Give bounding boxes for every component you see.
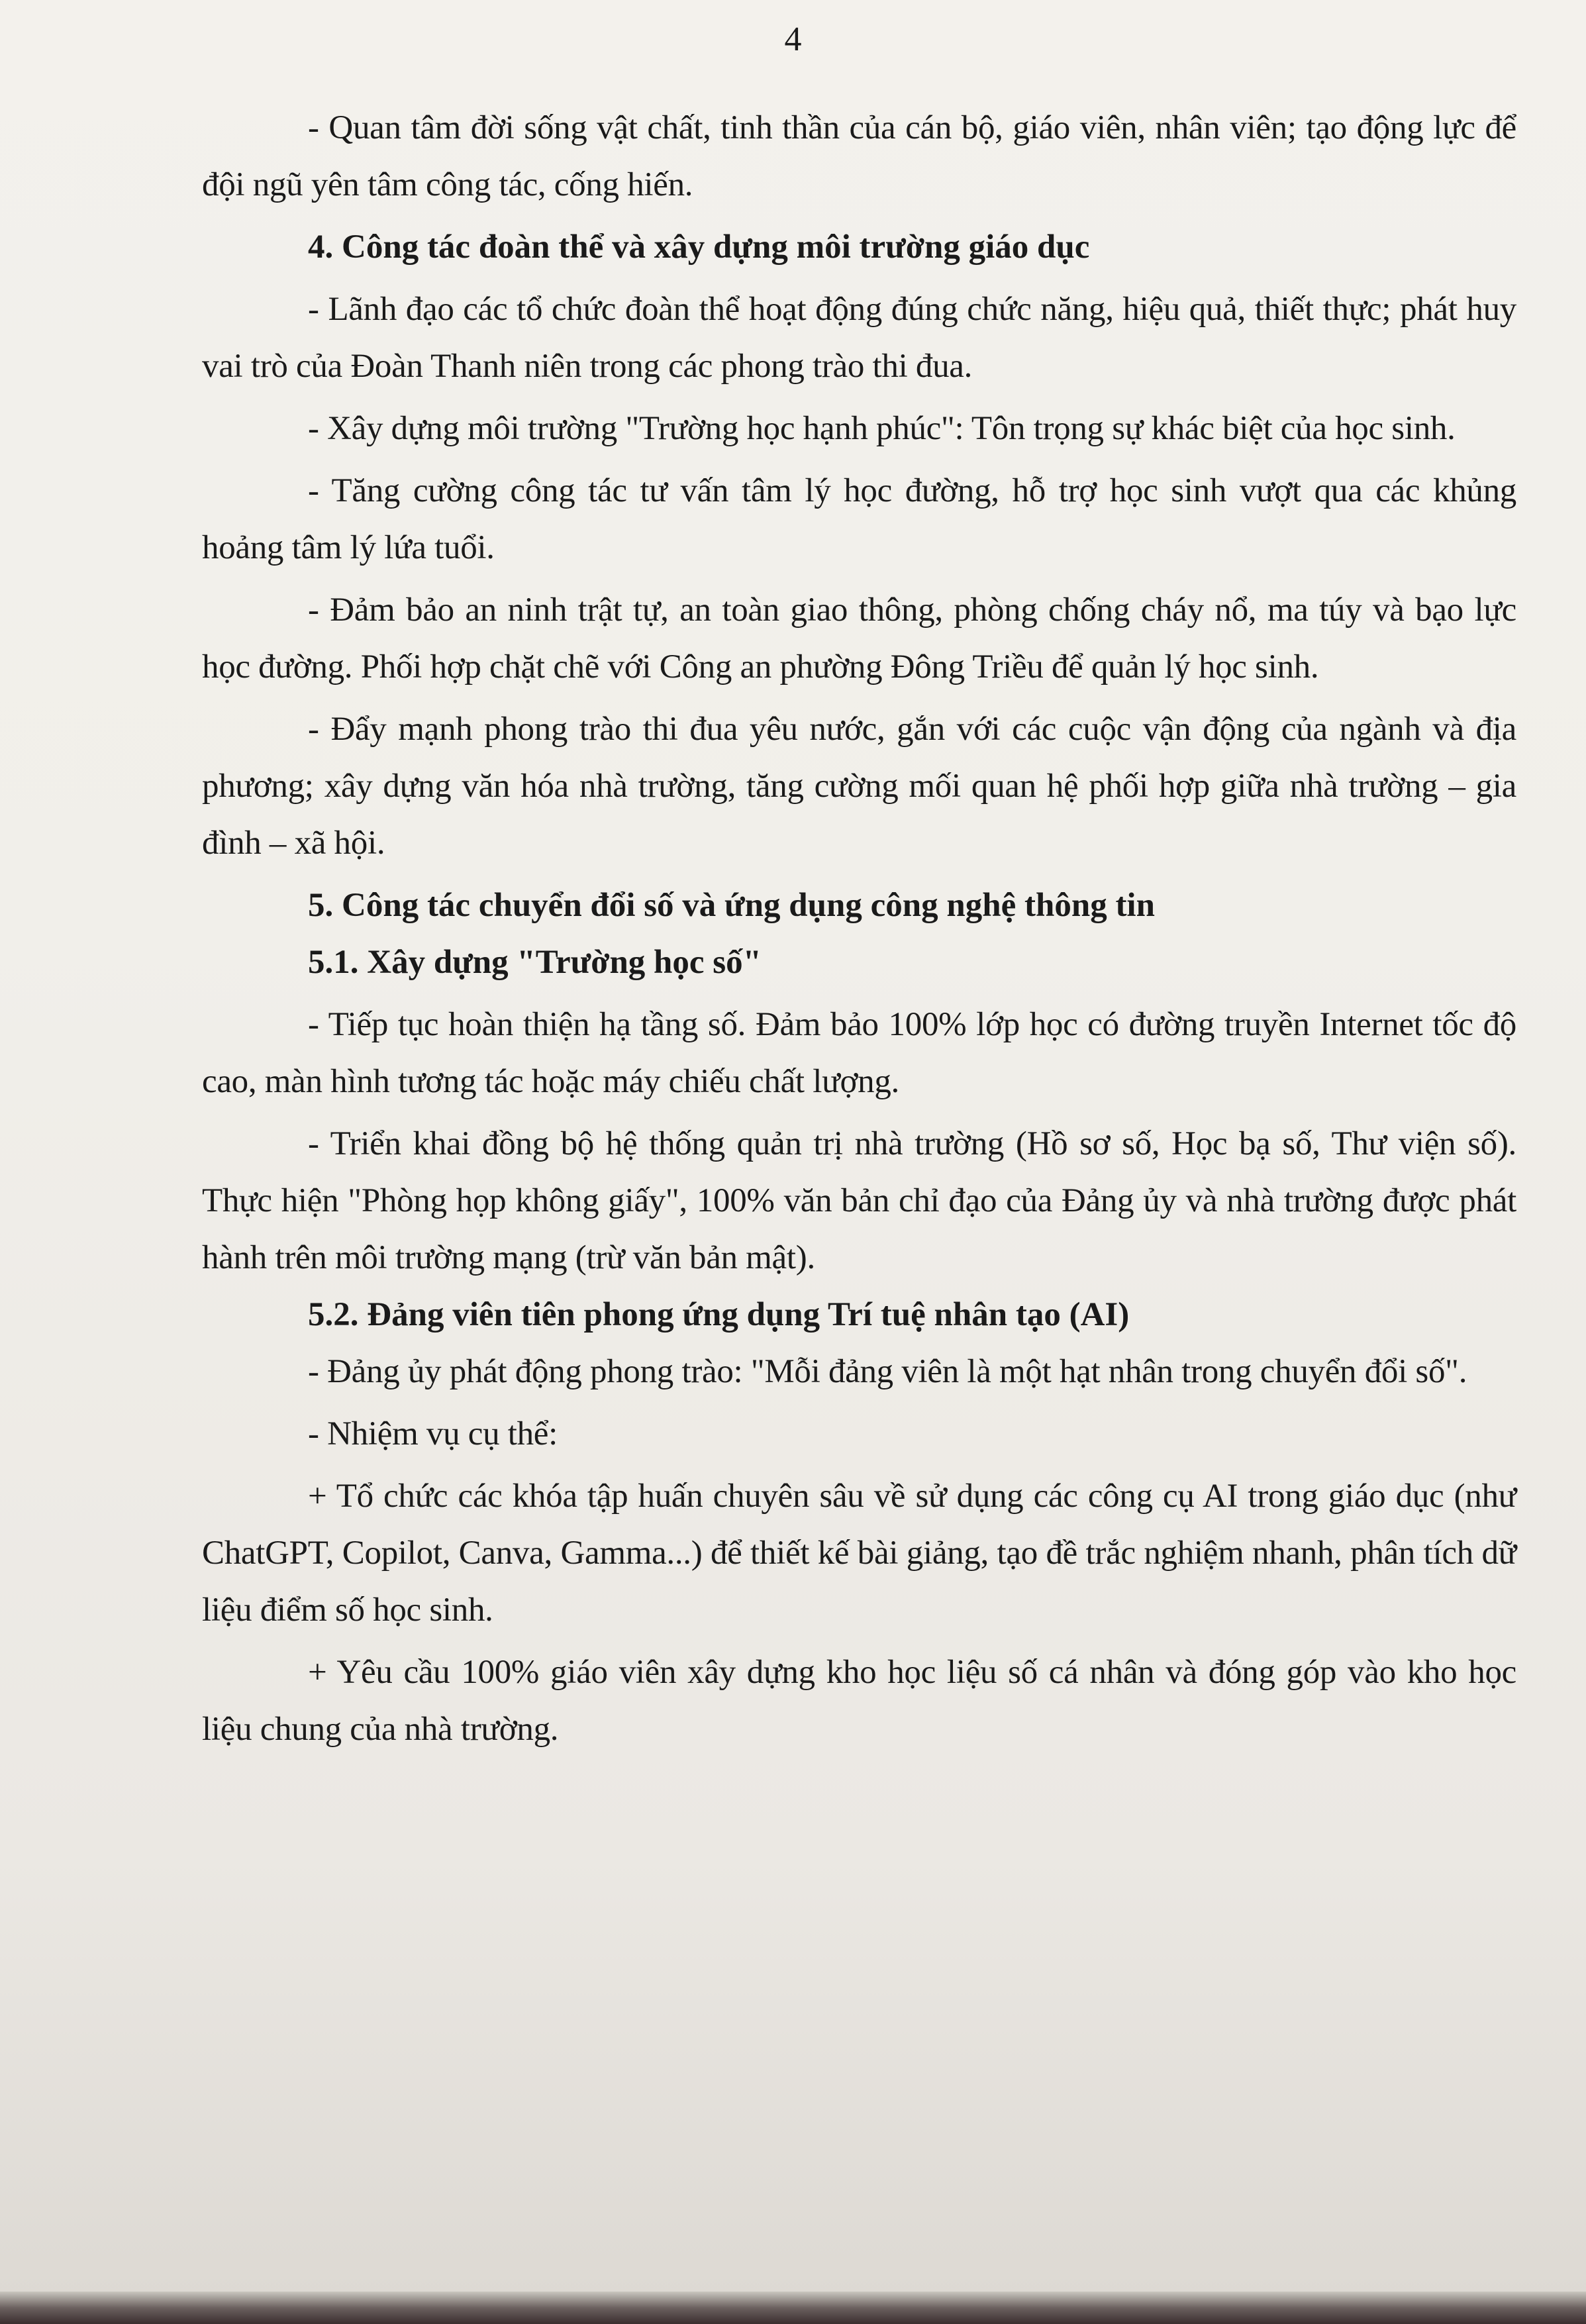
heading-section-5-1: 5.1. Xây dựng "Trường học số" bbox=[308, 944, 762, 981]
page-number: 4 bbox=[784, 21, 802, 58]
heading-section-4: 4. Công tác đoàn thể và xây dựng môi trường giáo dục bbox=[308, 228, 1090, 266]
page-bottom-edge bbox=[0, 2292, 1586, 2324]
paragraph-staff-welfare: - Quan tâm đời sống vật chất, tinh thần của cán bộ, giáo viên, nhân viên; tạo động lực để đội ngũ yên tâm công tác, cống hiến. bbox=[202, 109, 1516, 203]
paragraph-counseling: - Tăng cường công tác tư vấn tâm lý học đường, hỗ trợ học sinh vượt qua các khủng hoảng tâm lý lứa tuổi. bbox=[202, 472, 1516, 566]
heading-section-5-2: 5.2. Đảng viên tiên phong ứng dụng Trí tuệ nhân tạo (AI) bbox=[308, 1296, 1130, 1333]
paragraph-union-leadership: - Lãnh đạo các tổ chức đoàn thể hoạt động đúng chức năng, hiệu quả, thiết thực; phát huy vai trò của Đoàn Thanh niên trong các phong trào thi đua. bbox=[202, 291, 1516, 385]
paragraph-security: - Đảm bảo an ninh trật tự, an toàn giao thông, phòng chống cháy nổ, ma túy và bạo lực học đường. Phối hợp chặt chẽ với Công an phường Đông Triều để quản lý học sinh. bbox=[202, 591, 1516, 685]
paragraph-ai-training: + Tổ chức các khóa tập huấn chuyên sâu về sử dụng các công cụ AI trong giáo dục (như ChatGPT, Copilot, Canva, Gamma...) để thiết kế bài giảng, tạo đề trắc nghiệm nhanh, phân tích dữ liệu điểm số học sinh. bbox=[202, 1478, 1516, 1629]
paragraph-happy-school: - Xây dựng môi trường "Trường học hạnh phúc": Tôn trọng sự khác biệt của học sinh. bbox=[308, 410, 1456, 447]
paragraph-specific-tasks: - Nhiệm vụ cụ thể: bbox=[308, 1415, 558, 1452]
paragraph-digital-materials: + Yêu cầu 100% giáo viên xây dựng kho học liệu số cá nhân và đóng góp vào kho học liệu chung của nhà trường. bbox=[202, 1654, 1516, 1748]
paragraph-school-management: - Triển khai đồng bộ hệ thống quản trị nhà trường (Hồ sơ số, Học bạ số, Thư viện số). Thực hiện "Phòng họp không giấy", 100% văn bản chỉ đạo của Đảng ủy và nhà trường được phát hành trên môi trường mạng (trừ văn bản mật). bbox=[202, 1125, 1516, 1276]
page-content bbox=[202, 99, 1516, 1758]
paragraph-digital-infrastructure: - Tiếp tục hoàn thiện hạ tầng số. Đảm bảo 100% lớp học có đường truyền Internet tốc độ cao, màn hình tương tác hoặc máy chiếu chất lượng. bbox=[202, 1006, 1516, 1100]
paragraph-party-movement: - Đảng ủy phát động phong trào: "Mỗi đảng viên là một hạt nhân trong chuyển đổi số". bbox=[308, 1353, 1467, 1390]
heading-section-5: 5. Công tác chuyển đổi số và ứng dụng công nghệ thông tin bbox=[308, 887, 1155, 924]
paragraph-emulation: - Đẩy mạnh phong trào thi đua yêu nước, gắn với các cuộc vận động của ngành và địa phương; xây dựng văn hóa nhà trường, tăng cường mối quan hệ phối hợp giữa nhà trường – gia đình – xã hội. bbox=[202, 711, 1516, 862]
